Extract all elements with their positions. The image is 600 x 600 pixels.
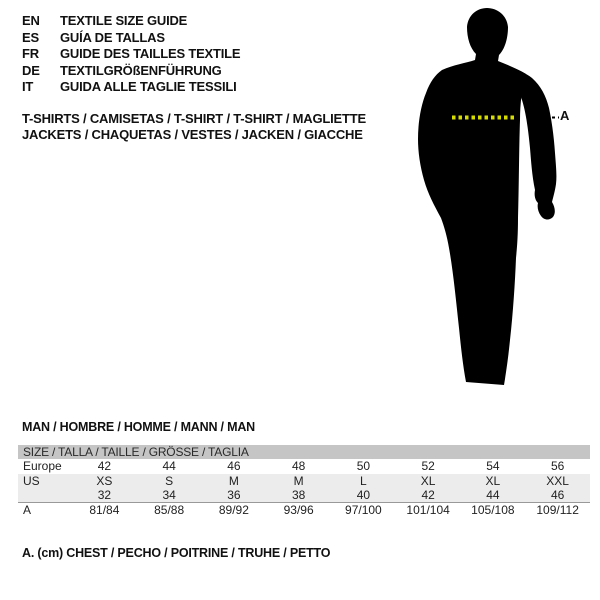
lang-label: GUIDA ALLE TAGLIE TESSILI <box>60 79 237 95</box>
size-value: S <box>165 473 174 488</box>
lang-label: TEXTILE SIZE GUIDE <box>60 13 188 28</box>
size-value: L <box>360 473 367 488</box>
lang-code: DE <box>22 62 40 78</box>
size-value: 46 <box>227 459 241 473</box>
size-value: M <box>293 473 304 488</box>
lang-code: FR <box>22 46 39 62</box>
category-line-jackets: JACKETS / CHAQUETAS / VESTES / JACKEN / GIACCHE <box>22 126 363 142</box>
man-body-shape <box>418 8 526 385</box>
size-value: 81/84 <box>89 502 120 517</box>
size-value: 109/112 <box>536 502 579 517</box>
size-value: 105/108 <box>471 502 515 517</box>
size-value: 97/100 <box>345 502 382 517</box>
size-value: 93/96 <box>283 502 314 517</box>
size-value: 44 <box>162 459 176 473</box>
size-table <box>18 445 590 517</box>
row-label: US <box>23 473 40 488</box>
lang-row-it <box>22 79 240 96</box>
category-line-tshirts: T-SHIRTS / CAMISETAS / T-SHIRT / T-SHIRT / MAGLIETTE <box>22 111 366 126</box>
table-row-europe <box>18 459 590 474</box>
size-value: XS <box>96 473 113 488</box>
size-value: 36 <box>227 488 241 502</box>
man-silhouette-figure <box>418 8 578 385</box>
size-value: 56 <box>550 459 565 473</box>
table-row-chest-a <box>18 503 590 518</box>
row-label <box>18 488 72 503</box>
size-value: 48 <box>291 459 306 473</box>
size-value: 38 <box>291 488 306 502</box>
lang-code: IT <box>22 79 34 95</box>
size-value: 101/104 <box>406 502 450 517</box>
table-row-us <box>18 474 590 489</box>
lang-code: EN <box>22 13 40 28</box>
row-label: Europe <box>23 459 62 473</box>
size-value: XL <box>420 473 436 488</box>
size-value: 42 <box>97 459 112 473</box>
size-value: 50 <box>356 459 371 473</box>
lang-row-en <box>22 13 240 30</box>
size-value: 54 <box>486 459 500 473</box>
gender-title: MAN / HOMBRE / HOMME / MANN / MAN <box>22 420 255 434</box>
size-table-header: SIZE / TALLA / TAILLE / GRÖSSE / TAGLIA <box>18 445 590 459</box>
size-value: 34 <box>162 488 176 502</box>
size-value: 85/88 <box>154 502 185 517</box>
man-silhouette-svg <box>418 8 578 385</box>
table-row-us-numeric <box>18 488 590 503</box>
lang-code: ES <box>22 29 39 45</box>
size-value: 44 <box>486 488 500 502</box>
lang-label: TEXTILGRÖßENFÜHRUNG <box>60 62 222 78</box>
lang-row-es <box>22 30 240 47</box>
lang-label: GUÍA DE TALLAS <box>60 29 165 45</box>
category-heading <box>22 111 366 142</box>
size-value: XL <box>485 473 501 488</box>
chest-footnote: A. (cm) CHEST / PECHO / POITRINE / TRUHE / PETTO <box>22 546 331 560</box>
size-value: 89/92 <box>218 502 249 517</box>
size-value: 46 <box>550 488 565 502</box>
lang-row-fr <box>22 46 240 63</box>
language-title-list <box>22 13 240 96</box>
size-value: 42 <box>421 488 435 502</box>
size-value: 32 <box>97 488 112 502</box>
size-value: 52 <box>421 459 435 473</box>
lang-row-de <box>22 63 240 80</box>
size-value: M <box>228 473 239 488</box>
size-value: XXL <box>546 473 569 488</box>
size-value: 40 <box>356 488 371 502</box>
measure-label-a: A <box>560 108 570 123</box>
row-label: A <box>23 502 32 517</box>
lang-label: GUIDE DES TAILLES TEXTILE <box>60 46 241 62</box>
